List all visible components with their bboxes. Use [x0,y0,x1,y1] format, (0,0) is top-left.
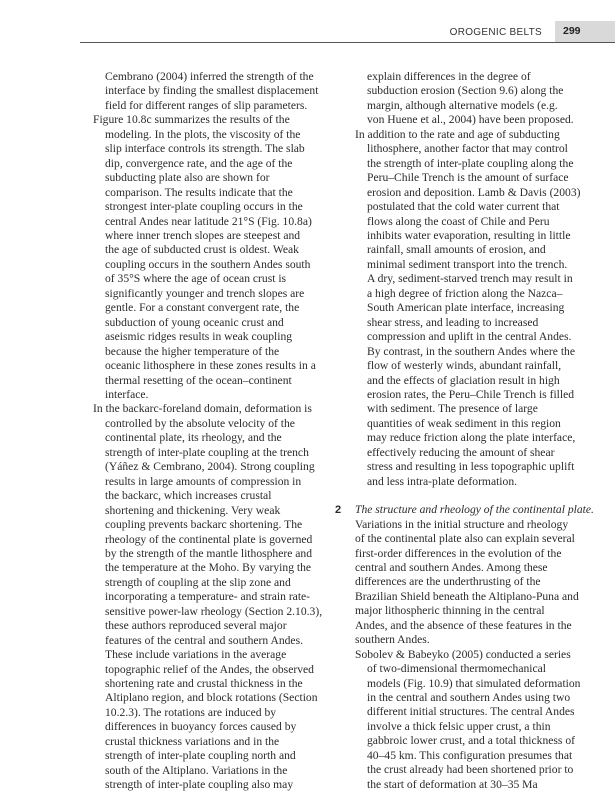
text-line: Brazilian Shield beneath the Altiplano-Puna and [355,589,579,603]
text-line: involve a thick felsic upper crust, a thin [367,719,551,733]
text-line: comparison. The results indicate that the [105,185,293,199]
paragraph-intro-continued [93,70,323,113]
text-line: lithosphere, another factor that may control [367,142,568,156]
text-line: coupling prevents backarc shortening. The [105,518,303,532]
text-line: slip interface controls its strength. The slab [105,142,305,156]
section-heading [335,503,594,517]
text-line: gentle. For a constant convergent rate, the [105,301,300,315]
text-line: sensitive power-law rheology (Section 2.10.3), [105,604,323,618]
paragraph-sobolev-models [355,648,585,793]
text-line: strongest inter-plate coupling occurs in the [105,200,303,214]
paragraph-backarc-foreland [93,402,323,792]
text-line: and the effects of glaciation result in high [367,373,560,387]
text-line: South American plate interface, increasing [367,301,565,315]
text-line: postulated that the cold water current that [367,200,560,214]
text-line: features of the central and southern Andes. [105,633,303,647]
text-line: shear stress, and leading to increased [367,315,539,329]
text-line: modeling. In the plots, the viscosity of the [105,127,301,141]
text-line: southern Andes. [355,633,430,647]
text-line: central Andes near latitude 21°S (Fig. 10.8a) [105,214,312,228]
text-line: differences in buoyancy forces caused by [105,720,297,734]
text-line: differences are the underthrusting of the [355,575,541,589]
text-line: first-order differences in the evolution of the [355,546,562,560]
section-number: 2 [335,504,342,517]
text-line: models (Fig. 10.9) that simulated deformation [367,676,581,690]
text-line: and less intra-plate deformation. [367,474,518,488]
text-line: thermal resetting of the ocean–continent [105,373,292,387]
paragraph-subduction-erosion [355,70,585,128]
text-line: may reduce friction along the plate interface, [367,431,576,445]
text-line: the start of deformation at 30–35 Ma [367,777,538,791]
text-line: of the continental plate also can explain several [355,532,575,546]
header-rule [80,42,615,43]
text-line: Altiplano region, and block rotations (Section [105,691,318,705]
text-line: These include variations in the average [105,648,287,662]
text-line: flow of westerly winds, abundant rainfall, [367,359,562,373]
text-line: coupling occurs in the southern Andes south [105,257,311,271]
text-line: gabbroic lower crust, and a total thickness of [367,734,575,748]
paragraph-continental-structure [355,518,585,648]
text-line: Peru–Chile Trench is the amount of surface [367,171,569,185]
text-line: different initial structures. The central Andes [367,705,575,719]
text-line: shortening and thickening. Very weak [105,503,281,517]
text-line: In the backarc-foreland domain, deformation is [93,402,312,416]
text-line: field for different ranges of slip parameters. [105,98,308,112]
text-line: aseismic ridges results in weak coupling [105,330,293,344]
text-line: Cembrano (2004) inferred the strength of the [105,70,314,83]
text-line: continental plate, its rheology, and the [105,431,282,445]
text-line: erosion and deposition. Lamb & Davis (2003) [367,185,581,199]
text-line: strength of inter-plate coupling also may [105,778,294,792]
text-line: flows along the coast of Chile and Peru [367,214,550,228]
text-line: the temperature at the Moho. By varying the [105,561,312,575]
text-line: Sobolev & Babeyko (2005) conducted a series [355,647,571,661]
text-line: Andes, and the absence of these features in the [355,618,572,632]
text-line: of two-dimensional thermomechanical [367,662,547,676]
text-line: significantly younger and trench slopes are [105,286,305,300]
text-line: of 35°S where the age of ocean crust is [105,272,287,286]
text-line: 10.2.3). The rotations are induced by [105,705,277,719]
text-line: incorporating a temperature- and strain rate- [105,590,311,604]
text-line: a high degree of friction along the Nazca– [367,286,563,300]
text-line: stress and resulting in less topographic uplift [367,460,575,474]
text-line: strength of inter-plate coupling north and [105,749,296,763]
text-line: results in large amounts of compression in [105,474,302,488]
text-line: inhibits water evaporation, resulting in little [367,228,571,242]
text-line: effectively reducing the amount of shear [367,445,555,459]
text-line: erosion rates, the Peru–Chile Trench is filled [367,387,575,401]
text-line: By contrast, in the southern Andes where the [367,344,575,358]
text-line: strength of inter-plate coupling at the trench [105,445,309,459]
text-line: interface. [105,387,149,401]
section-title: The structure and rheology of the continental plate. [355,503,594,517]
text-line: quantities of weak sediment in this region [367,416,561,430]
running-title: OROGENIC BELTS [449,27,542,38]
text-line: in the central and southern Andes using two [367,691,571,705]
text-line: central and southern Andes. Among these [355,560,548,574]
left-column [93,70,323,793]
text-line: compression and uplift in the central Andes. [367,330,572,344]
right-column [335,70,594,792]
text-line: interface by finding the smallest displacement [105,84,319,98]
text-line: Figure 10.8c summarizes the results of the [93,113,290,127]
text-line: von Huene et al., 2004) have been proposed. [367,113,574,127]
text-line: by the strength of the mantle lithosphere and [105,546,313,560]
text-line: dip, convergence rate, and the age of the [105,156,293,170]
text-line: Variations in the initial structure and rheology [355,517,569,531]
page-number: 299 [555,21,615,42]
text-line: with sediment. The presence of large [367,402,538,416]
text-line: rainfall, small amounts of erosion, and [367,243,546,257]
text-line: rheology of the continental plate is governed [105,532,313,546]
text-line: explain differences in the degree of [367,70,531,83]
text-line: A dry, sediment-starved trench may result in [367,272,573,286]
text-line: where inner trench slopes are steepest and [105,228,301,242]
text-line: margin, although alternative models (e.g. [367,98,558,112]
running-header [0,0,615,48]
paragraph-figure-summary [93,113,323,402]
text-line: oceanic lithosphere in these zones results in a [105,359,316,373]
text-line: shortening rate and crustal thickness in the [105,677,303,691]
paragraph-surface-erosion [355,128,585,489]
text-line: these authors reproduced several major [105,619,287,633]
text-line: subduction of young oceanic crust and [105,315,284,329]
text-line: south of the Altiplano. Variations in the [105,763,288,777]
text-line: 40–45 km. This configuration presumes that [367,748,573,762]
text-line: crustal thickness variations and in the [105,734,280,748]
text-line: the crust already had been shortened prior to [367,763,574,777]
text-line: the backarc, which increases crustal [105,489,272,503]
text-line: the strength of inter-plate coupling along the [367,156,574,170]
text-line: (Yáñez & Cembrano, 2004). Strong coupling [105,460,315,474]
text-line: In addition to the rate and age of subducting [355,127,560,141]
text-line: controlled by the absolute velocity of the [105,416,295,430]
text-line: strength of coupling at the slip zone and [105,575,291,589]
text-line: the age of subducted crust is oldest. Weak [105,243,299,257]
text-line: subducting plate also are shown for [105,171,270,185]
text-line: minimal sediment transport into the trench. [367,257,568,271]
text-line: subduction erosion (Section 9.6) along the [367,84,564,98]
text-line: major lithospheric thinning in the central [355,604,545,618]
text-line: because the higher temperature of the [105,344,280,358]
text-line: topographic relief of the Andes, the observed [105,662,314,676]
